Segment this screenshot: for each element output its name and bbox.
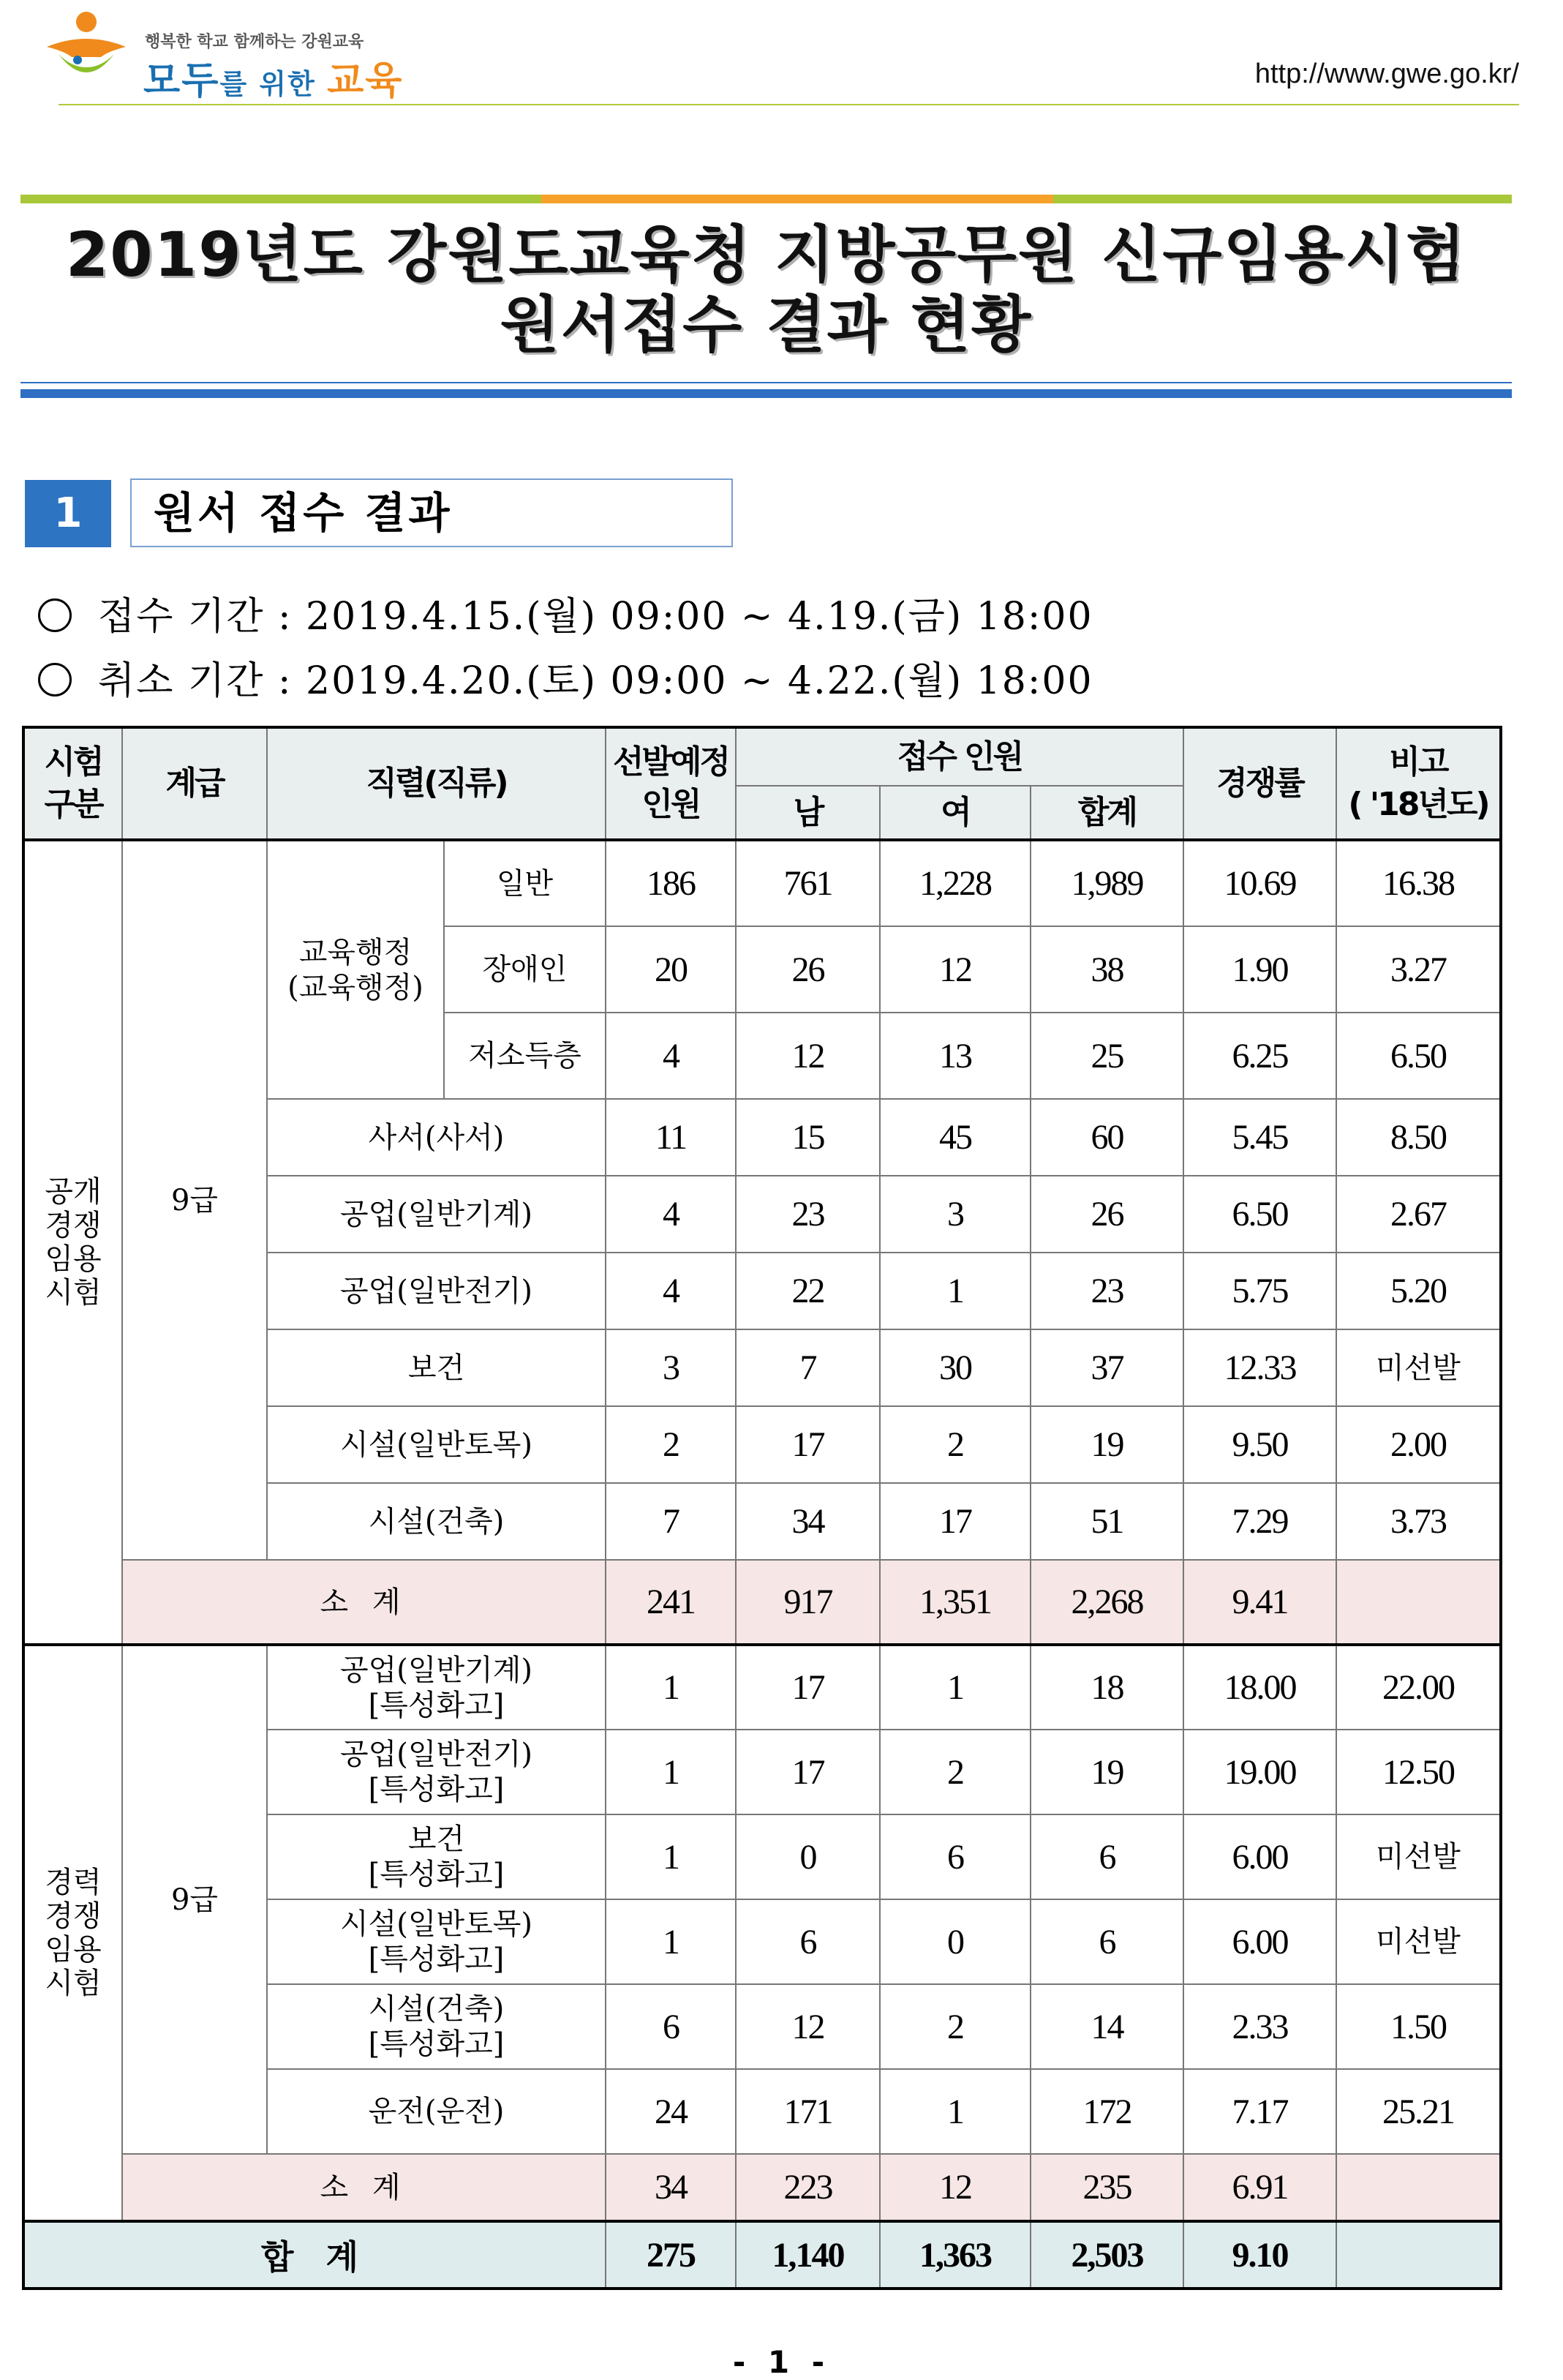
total-cell: 6 <box>1031 1899 1183 1984</box>
table-row <box>23 840 1501 926</box>
male-cell: 12 <box>736 1984 880 2069</box>
job-cell: 공업(일반전기) <box>267 1253 606 1329</box>
male-cell: 761 <box>736 840 880 926</box>
quota-cell: 1 <box>606 1899 736 1984</box>
remarks-cell: 12.50 <box>1336 1730 1501 1814</box>
grand-total-label: 합 계 <box>23 2221 606 2289</box>
female-cell: 13 <box>880 1013 1031 1099</box>
section-heading-box <box>130 478 733 547</box>
header-divider <box>59 104 1519 105</box>
quota-cell: 186 <box>606 840 736 926</box>
ratio-cell: 9.50 <box>1183 1406 1336 1483</box>
male-cell: 223 <box>736 2154 880 2221</box>
quota-cell: 241 <box>606 1560 736 1645</box>
subtotal-row <box>23 2154 1501 2221</box>
ratio-cell: 10.69 <box>1183 840 1336 926</box>
female-cell: 1,351 <box>880 1560 1031 1645</box>
logo-main: 모두 <box>143 59 220 103</box>
cancellation-period-text: 취소 기간 : 2019.4.20.(토) 09:00 ~ 4.22.(월) 18:00 <box>98 659 1093 703</box>
female-cell: 3 <box>880 1176 1031 1253</box>
total-cell: 1,989 <box>1031 840 1183 926</box>
total-cell: 2,503 <box>1031 2221 1183 2289</box>
application-period <box>38 585 1093 640</box>
total-cell: 25 <box>1031 1013 1183 1099</box>
ratio-cell: 6.00 <box>1183 1899 1336 1984</box>
female-cell: 1 <box>880 2069 1031 2154</box>
male-cell: 34 <box>736 1483 880 1560</box>
male-cell: 23 <box>736 1176 880 1253</box>
remarks-cell: 16.38 <box>1336 840 1501 926</box>
header-remarks: 비고 ( '18년도) <box>1336 727 1501 840</box>
job-cell: 일반 <box>444 840 606 926</box>
subtotal-row <box>23 1560 1501 1645</box>
female-cell: 1 <box>880 1645 1031 1730</box>
header-applicants: 접수 인원 <box>736 727 1183 786</box>
total-cell: 235 <box>1031 2154 1183 2221</box>
female-cell: 45 <box>880 1099 1031 1176</box>
total-cell: 14 <box>1031 1984 1183 2069</box>
ratio-cell: 9.10 <box>1183 2221 1336 2289</box>
edu-admin-group: 교육행정 (교육행정) <box>267 840 444 1099</box>
header-female: 여 <box>880 786 1031 840</box>
logo <box>42 9 423 103</box>
female-cell: 0 <box>880 1899 1031 1984</box>
remarks-cell: 미선발 <box>1336 1814 1501 1899</box>
remarks-cell: 1.50 <box>1336 1984 1501 2069</box>
ratio-cell: 19.00 <box>1183 1730 1336 1814</box>
title-top-accent <box>541 195 1053 203</box>
male-cell: 17 <box>736 1730 880 1814</box>
page-title <box>20 219 1512 360</box>
slogan: 행복한 학교 함께하는 강원교육 <box>145 33 364 51</box>
job-cell: 공업(일반전기) [특성화고] <box>267 1730 606 1814</box>
remarks-cell: 3.27 <box>1336 926 1501 1013</box>
subtotal-label: 소 계 <box>122 2154 606 2221</box>
quota-cell: 11 <box>606 1099 736 1176</box>
total-cell: 23 <box>1031 1253 1183 1329</box>
quota-cell: 24 <box>606 2069 736 2154</box>
ratio-cell: 6.25 <box>1183 1013 1336 1099</box>
total-cell: 2,268 <box>1031 1560 1183 1645</box>
male-cell: 12 <box>736 1013 880 1099</box>
job-cell: 보건 [특성화고] <box>267 1814 606 1899</box>
male-cell: 171 <box>736 2069 880 2154</box>
job-cell: 시설(일반토목) <box>267 1406 606 1483</box>
job-cell: 장애인 <box>444 926 606 1013</box>
female-cell: 1,363 <box>880 2221 1031 2289</box>
male-cell: 26 <box>736 926 880 1013</box>
header-quota: 선발예정 인원 <box>606 727 736 840</box>
header-job: 직렬(직류) <box>267 727 606 840</box>
ratio-cell: 6.00 <box>1183 1814 1336 1899</box>
circle-bullet-icon <box>38 598 72 632</box>
ratio-cell: 12.33 <box>1183 1329 1336 1406</box>
ratio-cell: 7.29 <box>1183 1483 1336 1560</box>
quota-cell: 20 <box>606 926 736 1013</box>
remarks-cell <box>1336 1560 1501 1645</box>
job-cell: 시설(건축) [특성화고] <box>267 1984 606 2069</box>
ratio-cell: 9.41 <box>1183 1560 1336 1645</box>
quota-cell: 275 <box>606 2221 736 2289</box>
remarks-cell: 미선발 <box>1336 1329 1501 1406</box>
ratio-cell: 18.00 <box>1183 1645 1336 1730</box>
female-cell: 30 <box>880 1329 1031 1406</box>
logo-accent: 교육 <box>327 59 404 103</box>
remarks-cell: 2.00 <box>1336 1406 1501 1483</box>
quota-cell: 4 <box>606 1176 736 1253</box>
female-cell: 17 <box>880 1483 1031 1560</box>
ratio-cell: 5.45 <box>1183 1099 1336 1176</box>
quota-cell: 4 <box>606 1013 736 1099</box>
total-cell: 19 <box>1031 1406 1183 1483</box>
section-number: 1 <box>25 480 111 547</box>
ratio-cell: 7.17 <box>1183 2069 1336 2154</box>
male-cell: 17 <box>736 1645 880 1730</box>
total-cell: 19 <box>1031 1730 1183 1814</box>
remarks-cell: 2.67 <box>1336 1176 1501 1253</box>
female-cell: 12 <box>880 2154 1031 2221</box>
quota-cell: 6 <box>606 1984 736 2069</box>
ratio-cell: 6.91 <box>1183 2154 1336 2221</box>
total-cell: 38 <box>1031 926 1183 1013</box>
female-cell: 1,228 <box>880 840 1031 926</box>
header-grade: 계급 <box>122 727 267 840</box>
page-number: - 1 - <box>732 2344 831 2380</box>
quota-cell: 1 <box>606 1730 736 1814</box>
female-cell: 6 <box>880 1814 1031 1899</box>
total-cell: 18 <box>1031 1645 1183 1730</box>
quota-cell: 1 <box>606 1645 736 1730</box>
job-cell: 운전(운전) <box>267 2069 606 2154</box>
remarks-cell: 25.21 <box>1336 2069 1501 2154</box>
career-grade: 9급 <box>122 1645 267 2154</box>
job-cell: 보건 <box>267 1329 606 1406</box>
remarks-cell <box>1336 2221 1501 2289</box>
header-total: 합계 <box>1031 786 1183 840</box>
remarks-cell <box>1336 2154 1501 2221</box>
job-cell: 사서(사서) <box>267 1099 606 1176</box>
male-cell: 15 <box>736 1099 880 1176</box>
title-bottom-thin-bar <box>20 382 1512 383</box>
male-cell: 6 <box>736 1899 880 1984</box>
header-ratio: 경쟁률 <box>1183 727 1336 840</box>
ratio-cell: 1.90 <box>1183 926 1336 1013</box>
male-cell: 17 <box>736 1406 880 1483</box>
male-cell: 0 <box>736 1814 880 1899</box>
circle-bullet-icon <box>38 663 72 697</box>
remarks-cell: 8.50 <box>1336 1099 1501 1176</box>
female-cell: 2 <box>880 1406 1031 1483</box>
total-cell: 6 <box>1031 1814 1183 1899</box>
title-line-2: 원서접수 결과 현황 <box>500 289 1033 361</box>
female-cell: 2 <box>880 1730 1031 1814</box>
ratio-cell: 5.75 <box>1183 1253 1336 1329</box>
logo-person-icon <box>42 9 130 97</box>
total-cell: 60 <box>1031 1099 1183 1176</box>
career-exam-label: 경력 경쟁 임용 시험 <box>23 1645 122 2221</box>
male-cell: 7 <box>736 1329 880 1406</box>
quota-cell: 4 <box>606 1253 736 1329</box>
logo-small: 를 위한 <box>219 68 328 100</box>
job-cell: 시설(건축) <box>267 1483 606 1560</box>
table-row <box>23 1645 1501 1730</box>
job-cell: 공업(일반기계) <box>267 1176 606 1253</box>
remarks-cell: 6.50 <box>1336 1013 1501 1099</box>
remarks-cell: 5.20 <box>1336 1253 1501 1329</box>
female-cell: 12 <box>880 926 1031 1013</box>
quota-cell: 2 <box>606 1406 736 1483</box>
total-cell: 51 <box>1031 1483 1183 1560</box>
logo-text <box>143 50 404 105</box>
male-cell: 1,140 <box>736 2221 880 2289</box>
application-period-text: 접수 기간 : 2019.4.15.(월) 09:00 ~ 4.19.(금) 18:00 <box>98 595 1093 639</box>
title-bottom-bar <box>20 389 1512 398</box>
ratio-cell: 6.50 <box>1183 1176 1336 1253</box>
male-cell: 22 <box>736 1253 880 1329</box>
quota-cell: 1 <box>606 1814 736 1899</box>
open-grade: 9급 <box>122 840 267 1560</box>
title-line-1: 2019년도 강원도교육청 지방공무원 신규임용시험 <box>65 219 1467 290</box>
remarks-cell: 22.00 <box>1336 1645 1501 1730</box>
header-male: 남 <box>736 786 880 840</box>
total-cell: 172 <box>1031 2069 1183 2154</box>
quota-cell: 3 <box>606 1329 736 1406</box>
female-cell: 1 <box>880 1253 1031 1329</box>
ratio-cell: 2.33 <box>1183 1984 1336 2069</box>
female-cell: 2 <box>880 1984 1031 2069</box>
cancellation-period <box>38 650 1093 705</box>
grand-total-row <box>23 2221 1501 2289</box>
remarks-cell: 3.73 <box>1336 1483 1501 1560</box>
open-exam-label: 공개 경쟁 임용 시험 <box>23 840 122 1645</box>
job-cell: 공업(일반기계) [특성화고] <box>267 1645 606 1730</box>
remarks-cell: 미선발 <box>1336 1899 1501 1984</box>
male-cell: 917 <box>736 1560 880 1645</box>
header-exam-type: 시험 구분 <box>23 727 122 840</box>
job-cell: 시설(일반토목) [특성화고] <box>267 1899 606 1984</box>
total-cell: 37 <box>1031 1329 1183 1406</box>
results-table <box>22 726 1502 2290</box>
job-cell: 저소득층 <box>444 1013 606 1099</box>
section-title: 원서 접수 결과 <box>154 488 453 538</box>
quota-cell: 7 <box>606 1483 736 1560</box>
quota-cell: 34 <box>606 2154 736 2221</box>
site-url[interactable]: http://www.gwe.go.kr/ <box>1254 59 1519 89</box>
subtotal-label: 소 계 <box>122 1560 606 1645</box>
total-cell: 26 <box>1031 1176 1183 1253</box>
